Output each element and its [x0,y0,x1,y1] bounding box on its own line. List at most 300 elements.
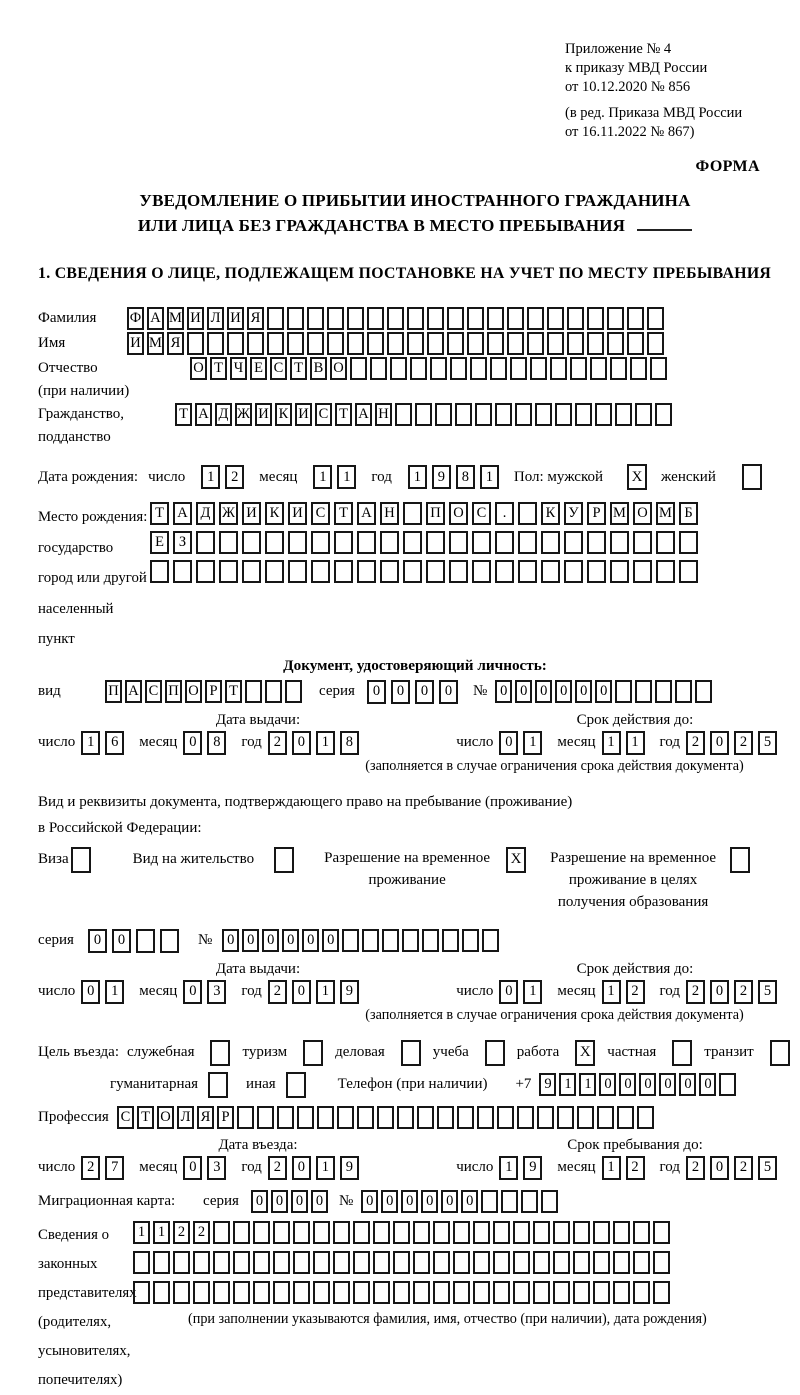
char-cell[interactable] [362,929,379,952]
char-cell[interactable]: 0 [421,1190,438,1213]
char-cell[interactable]: П [165,680,182,703]
char-cell[interactable]: . [495,502,514,525]
char-cell[interactable]: 2 [626,980,645,1004]
char-cell[interactable] [387,307,404,330]
purpose-private-checkbox[interactable] [672,1040,692,1066]
temp-residence-checkbox[interactable]: X [506,847,526,873]
char-cell[interactable] [367,307,384,330]
char-cell[interactable] [437,1106,454,1129]
char-cell[interactable]: 0 [183,1156,202,1180]
char-cell[interactable]: К [541,502,560,525]
char-cell[interactable] [493,1281,510,1304]
char-cell[interactable] [173,1281,190,1304]
char-cell[interactable] [257,1106,274,1129]
char-cell[interactable]: И [227,307,244,330]
char-cell[interactable] [633,560,652,583]
char-cell[interactable]: 5 [758,980,777,1004]
sex-female-checkbox[interactable] [742,464,762,490]
char-cell[interactable] [627,332,644,355]
char-cell[interactable]: К [265,502,284,525]
char-cell[interactable]: 1 [559,1073,576,1096]
char-cell[interactable] [253,1281,270,1304]
char-cell[interactable] [150,560,169,583]
char-cell[interactable]: Т [290,357,307,380]
char-cell[interactable]: Б [679,502,698,525]
char-cell[interactable]: 2 [686,1156,705,1180]
char-cell[interactable]: М [167,307,184,330]
char-cell[interactable] [357,1106,374,1129]
char-cell[interactable]: С [145,680,162,703]
char-cell[interactable] [457,1106,474,1129]
char-cell[interactable]: 2 [268,1156,287,1180]
char-cell[interactable] [273,1281,290,1304]
char-cell[interactable]: 2 [173,1221,190,1244]
char-cell[interactable]: Е [250,357,267,380]
char-cell[interactable] [337,1106,354,1129]
char-cell[interactable] [607,332,624,355]
char-cell[interactable] [533,1281,550,1304]
char-cell[interactable]: Я [247,307,264,330]
char-cell[interactable] [413,1281,430,1304]
char-cell[interactable]: И [255,403,272,426]
char-cell[interactable]: 9 [539,1073,556,1096]
char-cell[interactable]: 8 [207,731,226,755]
char-cell[interactable]: 9 [523,1156,542,1180]
char-cell[interactable] [553,1221,570,1244]
char-cell[interactable] [333,1221,350,1244]
char-cell[interactable] [327,307,344,330]
char-cell[interactable] [573,1221,590,1244]
char-cell[interactable] [153,1281,170,1304]
char-cell[interactable] [593,1251,610,1274]
char-cell[interactable] [382,929,399,952]
char-cell[interactable] [613,1281,630,1304]
char-cell[interactable] [403,531,422,554]
char-cell[interactable] [679,560,698,583]
char-cell[interactable] [527,332,544,355]
char-cell[interactable]: 0 [242,929,259,952]
char-cell[interactable] [590,357,607,380]
char-cell[interactable]: 0 [282,929,299,952]
purpose-official-checkbox[interactable] [210,1040,230,1066]
char-cell[interactable] [407,332,424,355]
char-cell[interactable] [367,332,384,355]
char-cell[interactable]: 2 [686,731,705,755]
char-cell[interactable]: 1 [133,1221,150,1244]
char-cell[interactable]: 2 [626,1156,645,1180]
char-cell[interactable]: 2 [268,731,287,755]
char-cell[interactable]: 2 [686,980,705,1004]
char-cell[interactable] [541,560,560,583]
char-cell[interactable]: 0 [271,1190,288,1213]
char-cell[interactable]: 6 [105,731,124,755]
char-cell[interactable] [656,531,675,554]
char-cell[interactable] [547,307,564,330]
char-cell[interactable] [550,357,567,380]
char-cell[interactable] [501,1190,518,1213]
char-cell[interactable]: 2 [193,1221,210,1244]
char-cell[interactable]: 8 [340,731,359,755]
char-cell[interactable] [350,357,367,380]
char-cell[interactable] [393,1251,410,1274]
char-cell[interactable] [627,307,644,330]
char-cell[interactable]: 0 [112,929,131,953]
char-cell[interactable]: В [310,357,327,380]
char-cell[interactable]: 0 [441,1190,458,1213]
char-cell[interactable] [617,1106,634,1129]
char-cell[interactable] [449,531,468,554]
char-cell[interactable]: О [190,357,207,380]
char-cell[interactable] [293,1251,310,1274]
char-cell[interactable] [517,1106,534,1129]
char-cell[interactable] [495,560,514,583]
char-cell[interactable] [196,531,215,554]
char-cell[interactable] [447,307,464,330]
char-cell[interactable] [390,357,407,380]
char-cell[interactable]: 2 [81,1156,100,1180]
char-cell[interactable] [495,403,512,426]
char-cell[interactable] [307,307,324,330]
char-cell[interactable] [453,1221,470,1244]
char-cell[interactable]: 0 [302,929,319,952]
char-cell[interactable] [253,1221,270,1244]
char-cell[interactable] [635,680,652,703]
temp-residence-edu-checkbox[interactable] [730,847,750,873]
char-cell[interactable] [193,1281,210,1304]
char-cell[interactable]: А [357,502,376,525]
char-cell[interactable]: К [275,403,292,426]
char-cell[interactable]: 0 [367,680,386,704]
char-cell[interactable]: 0 [710,1156,729,1180]
purpose-other-checkbox[interactable] [286,1072,306,1098]
char-cell[interactable] [719,1073,736,1096]
char-cell[interactable]: 0 [499,980,518,1004]
char-cell[interactable] [547,332,564,355]
char-cell[interactable] [633,1251,650,1274]
char-cell[interactable] [521,1190,538,1213]
char-cell[interactable] [213,1251,230,1274]
char-cell[interactable] [288,531,307,554]
char-cell[interactable]: И [242,502,261,525]
char-cell[interactable]: Т [175,403,192,426]
char-cell[interactable] [595,403,612,426]
char-cell[interactable] [633,531,652,554]
char-cell[interactable]: А [355,403,372,426]
char-cell[interactable] [518,560,537,583]
char-cell[interactable]: 1 [480,465,499,489]
char-cell[interactable] [288,560,307,583]
purpose-business-checkbox[interactable] [401,1040,421,1066]
char-cell[interactable] [422,929,439,952]
char-cell[interactable]: 1 [105,980,124,1004]
char-cell[interactable] [334,560,353,583]
char-cell[interactable]: 1 [81,731,100,755]
char-cell[interactable]: Н [380,502,399,525]
char-cell[interactable] [613,1251,630,1274]
char-cell[interactable] [307,332,324,355]
char-cell[interactable]: 1 [408,465,427,489]
char-cell[interactable]: 0 [401,1190,418,1213]
char-cell[interactable] [573,1251,590,1274]
char-cell[interactable] [353,1221,370,1244]
char-cell[interactable] [533,1221,550,1244]
char-cell[interactable]: М [656,502,675,525]
char-cell[interactable]: 5 [758,1156,777,1180]
char-cell[interactable] [233,1281,250,1304]
char-cell[interactable]: М [147,332,164,355]
char-cell[interactable]: 0 [699,1073,716,1096]
char-cell[interactable] [573,1281,590,1304]
char-cell[interactable]: А [173,502,192,525]
char-cell[interactable] [417,1106,434,1129]
char-cell[interactable] [513,1281,530,1304]
char-cell[interactable] [555,403,572,426]
char-cell[interactable] [353,1281,370,1304]
char-cell[interactable]: 1 [316,980,335,1004]
char-cell[interactable] [467,307,484,330]
char-cell[interactable]: 1 [153,1221,170,1244]
char-cell[interactable] [597,1106,614,1129]
char-cell[interactable]: С [270,357,287,380]
char-cell[interactable] [535,403,552,426]
char-cell[interactable]: 0 [292,980,311,1004]
char-cell[interactable] [413,1221,430,1244]
title-blank-underline[interactable] [637,218,692,231]
char-cell[interactable] [615,403,632,426]
char-cell[interactable] [497,1106,514,1129]
char-cell[interactable] [393,1281,410,1304]
char-cell[interactable]: Р [217,1106,234,1129]
char-cell[interactable]: 1 [579,1073,596,1096]
char-cell[interactable] [293,1281,310,1304]
char-cell[interactable] [357,560,376,583]
char-cell[interactable] [695,680,712,703]
char-cell[interactable] [507,332,524,355]
char-cell[interactable] [413,1251,430,1274]
char-cell[interactable] [655,680,672,703]
sex-male-checkbox[interactable]: X [627,464,647,490]
char-cell[interactable] [187,332,204,355]
char-cell[interactable]: 0 [639,1073,656,1096]
char-cell[interactable] [537,1106,554,1129]
char-cell[interactable]: 0 [222,929,239,952]
char-cell[interactable] [453,1251,470,1274]
char-cell[interactable]: 0 [515,680,532,703]
char-cell[interactable]: 1 [313,465,332,489]
char-cell[interactable] [577,1106,594,1129]
char-cell[interactable]: 2 [734,1156,753,1180]
char-cell[interactable] [267,307,284,330]
char-cell[interactable]: 8 [456,465,475,489]
char-cell[interactable] [447,332,464,355]
char-cell[interactable] [481,1190,498,1213]
char-cell[interactable] [380,531,399,554]
char-cell[interactable] [541,531,560,554]
char-cell[interactable] [393,1221,410,1244]
char-cell[interactable]: Н [375,403,392,426]
char-cell[interactable]: 0 [495,680,512,703]
char-cell[interactable]: 9 [340,980,359,1004]
char-cell[interactable]: 0 [595,680,612,703]
char-cell[interactable]: 0 [575,680,592,703]
char-cell[interactable]: 1 [602,1156,621,1180]
char-cell[interactable]: 0 [439,680,458,704]
char-cell[interactable] [245,680,262,703]
char-cell[interactable]: Я [197,1106,214,1129]
char-cell[interactable] [487,332,504,355]
char-cell[interactable]: А [195,403,212,426]
char-cell[interactable] [477,1106,494,1129]
char-cell[interactable]: 0 [555,680,572,703]
purpose-tourism-checkbox[interactable] [303,1040,323,1066]
char-cell[interactable]: У [564,502,583,525]
char-cell[interactable] [353,1251,370,1274]
char-cell[interactable] [273,1251,290,1274]
char-cell[interactable] [242,560,261,583]
char-cell[interactable] [427,332,444,355]
purpose-humanitarian-checkbox[interactable] [208,1072,228,1098]
char-cell[interactable]: 7 [105,1156,124,1180]
char-cell[interactable] [513,1251,530,1274]
char-cell[interactable] [513,1221,530,1244]
char-cell[interactable] [193,1251,210,1274]
char-cell[interactable] [473,1221,490,1244]
purpose-study-checkbox[interactable] [485,1040,505,1066]
char-cell[interactable] [253,1251,270,1274]
char-cell[interactable] [455,403,472,426]
char-cell[interactable]: 0 [81,980,100,1004]
char-cell[interactable] [297,1106,314,1129]
char-cell[interactable] [387,332,404,355]
char-cell[interactable] [136,929,155,953]
char-cell[interactable]: 0 [535,680,552,703]
char-cell[interactable] [433,1221,450,1244]
char-cell[interactable]: 2 [734,731,753,755]
char-cell[interactable] [415,403,432,426]
char-cell[interactable] [370,357,387,380]
char-cell[interactable]: Т [225,680,242,703]
char-cell[interactable] [587,332,604,355]
char-cell[interactable] [285,680,302,703]
char-cell[interactable] [593,1281,610,1304]
char-cell[interactable]: З [173,531,192,554]
char-cell[interactable]: 1 [201,465,220,489]
char-cell[interactable] [397,1106,414,1129]
char-cell[interactable] [675,680,692,703]
char-cell[interactable] [450,357,467,380]
char-cell[interactable] [427,307,444,330]
char-cell[interactable] [373,1221,390,1244]
char-cell[interactable]: 2 [734,980,753,1004]
char-cell[interactable] [311,560,330,583]
char-cell[interactable] [213,1221,230,1244]
char-cell[interactable]: Р [205,680,222,703]
visa-checkbox[interactable] [71,847,91,873]
char-cell[interactable] [433,1251,450,1274]
char-cell[interactable] [233,1251,250,1274]
residence-permit-checkbox[interactable] [274,847,294,873]
purpose-work-checkbox[interactable]: X [575,1040,595,1066]
char-cell[interactable] [470,357,487,380]
char-cell[interactable] [287,307,304,330]
char-cell[interactable] [467,332,484,355]
char-cell[interactable] [160,929,179,953]
char-cell[interactable] [410,357,427,380]
char-cell[interactable]: 0 [183,980,202,1004]
char-cell[interactable] [133,1281,150,1304]
char-cell[interactable]: Ж [219,502,238,525]
char-cell[interactable] [653,1251,670,1274]
char-cell[interactable] [610,531,629,554]
char-cell[interactable]: 1 [337,465,356,489]
char-cell[interactable]: И [127,332,144,355]
char-cell[interactable] [342,929,359,952]
char-cell[interactable] [433,1281,450,1304]
char-cell[interactable] [277,1106,294,1129]
char-cell[interactable]: 3 [207,980,226,1004]
char-cell[interactable] [515,403,532,426]
char-cell[interactable] [403,502,422,525]
char-cell[interactable]: 0 [710,980,729,1004]
char-cell[interactable] [219,560,238,583]
char-cell[interactable] [293,1221,310,1244]
char-cell[interactable]: Ч [230,357,247,380]
char-cell[interactable] [472,531,491,554]
char-cell[interactable]: И [187,307,204,330]
char-cell[interactable]: 0 [710,731,729,755]
char-cell[interactable]: 0 [292,1156,311,1180]
char-cell[interactable]: 0 [679,1073,696,1096]
char-cell[interactable]: Д [215,403,232,426]
char-cell[interactable] [333,1251,350,1274]
char-cell[interactable] [610,357,627,380]
char-cell[interactable] [490,357,507,380]
char-cell[interactable]: А [147,307,164,330]
char-cell[interactable] [507,307,524,330]
char-cell[interactable] [564,560,583,583]
char-cell[interactable]: 0 [415,680,434,704]
char-cell[interactable] [311,531,330,554]
char-cell[interactable] [635,403,652,426]
char-cell[interactable] [373,1251,390,1274]
char-cell[interactable] [541,1190,558,1213]
char-cell[interactable]: 0 [619,1073,636,1096]
char-cell[interactable] [462,929,479,952]
char-cell[interactable]: Р [587,502,606,525]
char-cell[interactable] [373,1281,390,1304]
char-cell[interactable] [430,357,447,380]
char-cell[interactable]: 0 [292,731,311,755]
char-cell[interactable] [633,1281,650,1304]
char-cell[interactable] [435,403,452,426]
char-cell[interactable] [207,332,224,355]
char-cell[interactable] [473,1281,490,1304]
char-cell[interactable]: П [105,680,122,703]
char-cell[interactable] [530,357,547,380]
char-cell[interactable] [607,307,624,330]
char-cell[interactable] [564,531,583,554]
char-cell[interactable] [265,531,284,554]
char-cell[interactable] [553,1251,570,1274]
char-cell[interactable]: 5 [758,731,777,755]
char-cell[interactable]: Т [335,403,352,426]
char-cell[interactable] [237,1106,254,1129]
char-cell[interactable]: Е [150,531,169,554]
char-cell[interactable] [334,531,353,554]
char-cell[interactable] [615,680,632,703]
char-cell[interactable]: М [610,502,629,525]
char-cell[interactable]: 1 [523,731,542,755]
